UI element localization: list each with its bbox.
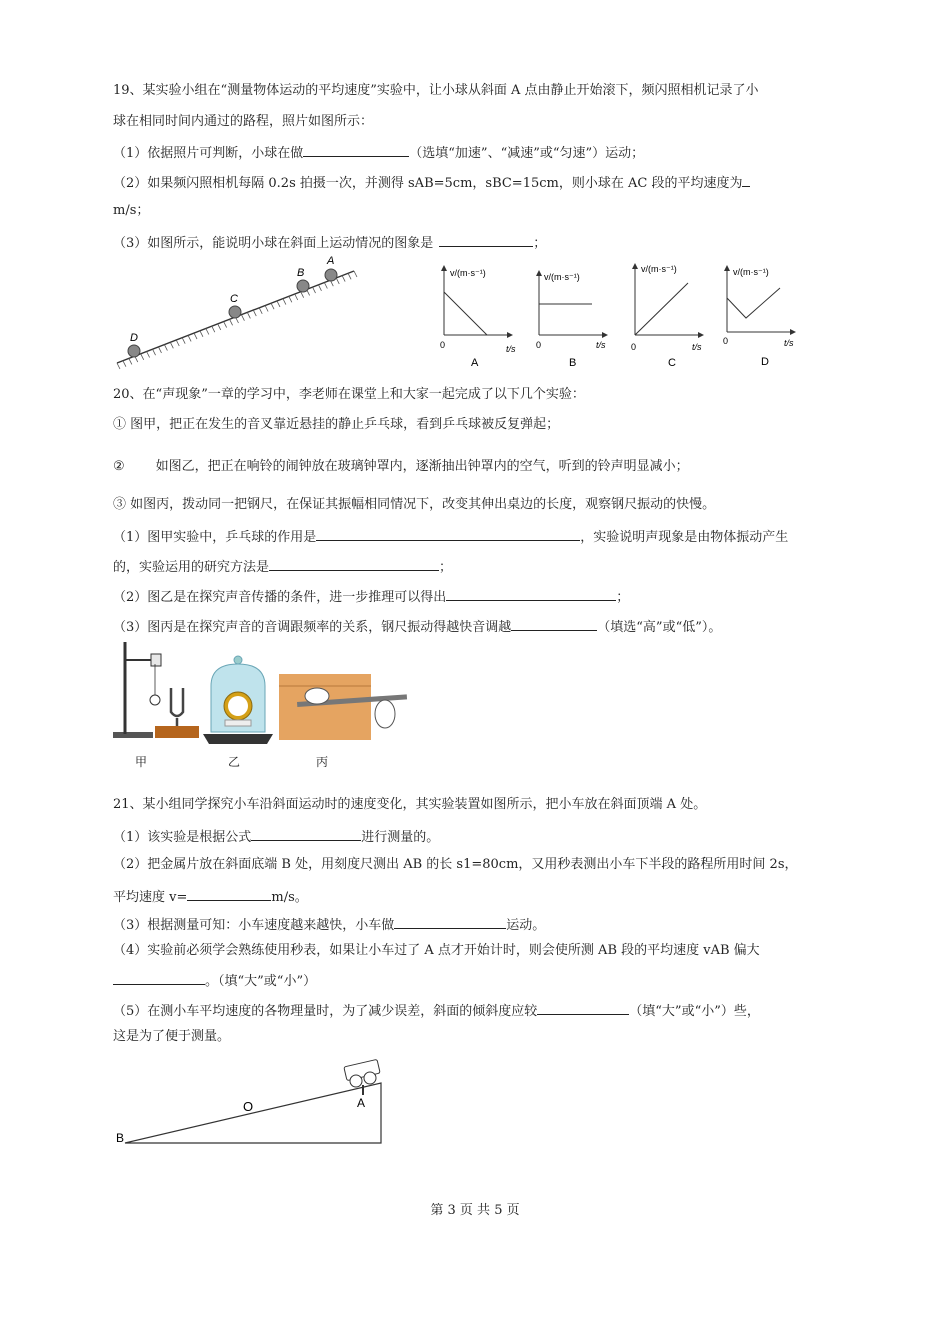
graph-c-xlabel: t/s	[692, 342, 702, 352]
fig-label-bing: 丙	[316, 755, 329, 769]
hatch-mark	[342, 276, 345, 282]
table	[279, 674, 371, 740]
graph-a-line	[444, 292, 487, 335]
hatch-mark	[230, 319, 233, 325]
q21-blank3[interactable]	[394, 914, 506, 929]
graph-a-name: A	[471, 357, 479, 369]
hatch-mark	[153, 349, 156, 355]
label-o: O	[243, 1099, 254, 1114]
q21-blank2[interactable]	[187, 886, 271, 901]
q21-part2: （2）把金属片放在斜面底端 B 处，用刻度尺测出 AB 的长 s1=80cm，又用秒表测出小车下半段的路程所用时间 2s，	[113, 857, 798, 872]
hatch-mark	[301, 292, 304, 298]
q20-exp2	[113, 458, 689, 476]
q20-part2	[113, 586, 629, 607]
q19-incline-figure	[112, 255, 362, 370]
hatch-mark	[147, 352, 150, 358]
q19-part2	[113, 172, 750, 193]
label-c: C	[230, 293, 238, 305]
hatch-mark	[218, 324, 221, 330]
q20-part3-text: （3）图丙是在探究声音的音调跟频率的关系，钢尺振动得越快音调越	[113, 620, 512, 635]
q20-exp3: ③ 如图丙，拨动同一把钢尺，在保证其振幅相同情况下，改变其伸出桌边的长度，观察钢尺振动的快慢。	[113, 497, 716, 512]
q19-part3-text: （3）如图所示，能说明小球在斜面上运动情况的图象是	[113, 236, 434, 251]
hatch-mark	[176, 340, 179, 346]
q21-part3	[113, 914, 545, 935]
q20-part1-tail: ，实验说明声现象是由物体振动产生	[580, 530, 789, 545]
ball-a	[325, 269, 337, 281]
q21-part3-text: （3）根据测量可知：小车速度越来越快，小车做	[113, 918, 395, 933]
hatch-mark	[259, 308, 262, 314]
q20-blank4[interactable]	[511, 616, 597, 631]
q21-incline-figure	[113, 1055, 388, 1147]
q20-part3-tail: （填选“高”或“低”）。	[597, 620, 722, 635]
graph-c-name: C	[668, 357, 676, 369]
graph-c	[631, 264, 703, 369]
q20-exp2-text: 如图乙，把正在响铃的闹钟放在玻璃钟罩内，逐渐抽出钟罩内的空气，听到的铃声明显减小；	[155, 459, 689, 474]
cart-wheel-icon	[364, 1072, 376, 1084]
q19-part3-tail: ；	[533, 236, 547, 251]
q20-part1-cont-text: 的，实验运用的研究方法是	[113, 560, 270, 575]
graph-d-origin: 0	[723, 336, 729, 346]
graph-b-origin: 0	[536, 340, 542, 350]
q21-part2-cont	[113, 886, 308, 907]
hatch-mark	[164, 345, 167, 351]
q20-exp1: ① 图甲，把正在发生的音叉靠近悬挂的静止乒乓球，看到乒乓球被反复弹起；	[113, 417, 560, 432]
hatch-mark	[265, 306, 268, 312]
figure-yi	[203, 654, 273, 746]
graph-a-xlabel: t/s	[506, 344, 516, 354]
clamp	[151, 654, 161, 666]
graph-d	[723, 266, 795, 368]
label-a: A	[327, 255, 335, 267]
q19-blank1[interactable]	[303, 142, 409, 157]
q21-blank1[interactable]	[251, 826, 361, 841]
label-b: B	[116, 1131, 125, 1145]
q20-part2-text: （2）图乙是在探究声音传播的条件，进一步推理可以得出	[113, 590, 447, 605]
stand-base	[113, 732, 153, 738]
hatch-mark	[241, 315, 244, 321]
q19-blank3[interactable]	[439, 232, 533, 247]
q20-part3	[113, 616, 721, 637]
graph-b-name: B	[569, 357, 577, 369]
q20-blank3[interactable]	[446, 586, 616, 601]
hatch-mark	[318, 285, 321, 291]
q21-blank5[interactable]	[537, 1000, 629, 1015]
hatch-mark	[295, 294, 298, 300]
q19-vt-graphs	[430, 262, 810, 372]
graph-d-ylabel: v/(m·s⁻¹)	[733, 267, 769, 277]
q21-part1-text: （1）该实验是根据公式	[113, 830, 252, 845]
fork-box	[155, 726, 199, 738]
hatch-mark	[247, 312, 250, 318]
q21-blank4[interactable]	[113, 970, 205, 985]
hatch-mark	[188, 335, 191, 341]
graph-b-ylabel: v/(m·s⁻¹)	[544, 272, 580, 282]
hatch-mark	[348, 273, 351, 279]
vacuum-base	[203, 734, 273, 744]
label-b: B	[297, 267, 305, 279]
hatch-mark	[283, 299, 286, 305]
q21-part1-tail: 进行测量的。	[361, 830, 440, 845]
graph-c-origin: 0	[631, 342, 637, 352]
q21-part5	[113, 1000, 760, 1021]
q20-line1: 20、在“声现象”一章的学习中，李老师在课堂上和大家一起完成了以下几个实验：	[113, 387, 585, 402]
figure-jia	[113, 640, 203, 745]
ball-d	[128, 345, 140, 357]
graph-a-ylabel: v/(m·s⁻¹)	[450, 268, 486, 278]
q21-part1	[113, 826, 439, 847]
hatch-mark	[224, 322, 227, 328]
q19-part2-text: （2）如果频闪照相机每隔 0.2s 拍摄一次，并测得 sAB=5cm，sBC=15cm，则小球在 AC 段的平均速度为	[113, 176, 743, 191]
fig-label-yi: 乙	[228, 755, 241, 769]
hatch-mark	[336, 278, 339, 284]
graph-b	[536, 271, 607, 369]
hatch-mark	[117, 363, 120, 369]
hatch-mark	[123, 361, 126, 367]
hatch-mark	[354, 271, 357, 277]
q21-part4-cont-tail: 。（填“大”或“小”）	[205, 974, 317, 989]
graph-d-line	[727, 288, 780, 318]
tuning-fork-icon	[171, 688, 183, 716]
q21-part5-text: （5）在测小车平均速度的各物理量时，为了减少误差，斜面的倾斜度应较	[113, 1004, 538, 1019]
q19-part1	[113, 142, 644, 163]
q19-blank2[interactable]	[742, 172, 750, 187]
q19-line1: 19、某实验小组在“测量物体运动的平均速度”实验中，让小球从斜面 A 点由静止开始滚下，频闪照相机记录了小	[113, 83, 759, 98]
ping-pong-ball-icon	[150, 695, 160, 705]
label-a: A	[357, 1096, 366, 1110]
q20-part2-tail: ；	[616, 590, 630, 605]
hatch-mark	[313, 287, 316, 293]
hatch-mark	[200, 331, 203, 337]
q19-part1-tail: （选填“加速”、“减速”或“匀速”）运动；	[409, 146, 645, 161]
hatch-mark	[324, 283, 327, 289]
cart-wheel-icon	[350, 1075, 362, 1087]
graph-c-ylabel: v/(m·s⁻¹)	[641, 264, 677, 274]
hatch-mark	[289, 296, 292, 302]
graph-a-origin: 0	[440, 340, 446, 350]
incline-hatching	[117, 271, 357, 369]
label-d: D	[130, 332, 138, 344]
hatch-mark	[206, 329, 209, 335]
graph-c-line	[635, 283, 688, 335]
q21-part5-tail: （填“大”或“小”）些，	[629, 1004, 760, 1019]
ball-b	[297, 280, 309, 292]
q21-part5-cont: 这是为了便于测量。	[113, 1029, 231, 1044]
q21-part4: （4）实验前必须学会熟练使用秒表，如果让小车过了 A 点才开始计时，则会使所测 AB 段的平均速度 vAB 偏大	[113, 943, 760, 958]
q20-part1-cont	[113, 556, 452, 577]
hand-left-icon	[305, 688, 329, 704]
q20-blank2[interactable]	[269, 556, 439, 571]
q19-part2-unit: m/s；	[113, 203, 150, 218]
q20-part1	[113, 526, 788, 547]
hatch-mark	[170, 342, 173, 348]
q21-part2-cont-tail: m/s。	[271, 890, 308, 905]
hatch-mark	[182, 338, 185, 344]
hatch-mark	[253, 310, 256, 316]
q19-line2: 球在相同时间内通过的路程，照片如图所示：	[113, 114, 374, 129]
q19-part3	[113, 232, 546, 253]
hatch-mark	[158, 347, 161, 353]
fig-label-jia: 甲	[135, 755, 148, 769]
hand-right-icon	[375, 700, 395, 728]
q21-part3-tail: 运动。	[506, 918, 546, 933]
q21-line1: 21、某小组同学探究小车沿斜面运动时的速度变化，其实验装置如图所示，把小车放在斜面顶端 A 处。	[113, 797, 707, 812]
graph-b-xlabel: t/s	[596, 340, 606, 350]
hatch-mark	[129, 358, 132, 364]
page-footer: 第 3 页 共 5 页	[430, 1203, 520, 1218]
hatch-mark	[194, 333, 197, 339]
hatch-mark	[141, 354, 144, 360]
q20-blank1[interactable]	[316, 526, 580, 541]
q21-part4-cont	[113, 970, 316, 991]
ball-c	[229, 306, 241, 318]
q21-part2-cont-text: 平均速度 v=	[113, 890, 188, 905]
hatch-mark	[277, 301, 280, 307]
figure-bing	[279, 672, 409, 742]
hatch-mark	[212, 326, 215, 332]
q20-exp2-num: ②	[113, 459, 125, 474]
graph-d-name: D	[761, 356, 769, 368]
graph-d-xlabel: t/s	[784, 338, 794, 348]
hatch-mark	[271, 303, 274, 309]
graph-a	[440, 266, 516, 369]
q19-part1-text: （1）依据照片可判断，小球在做	[113, 146, 304, 161]
q20-part1-text: （1）图甲实验中，乒乓球的作用是	[113, 530, 317, 545]
q20-part1-cont-tail: ；	[439, 560, 453, 575]
